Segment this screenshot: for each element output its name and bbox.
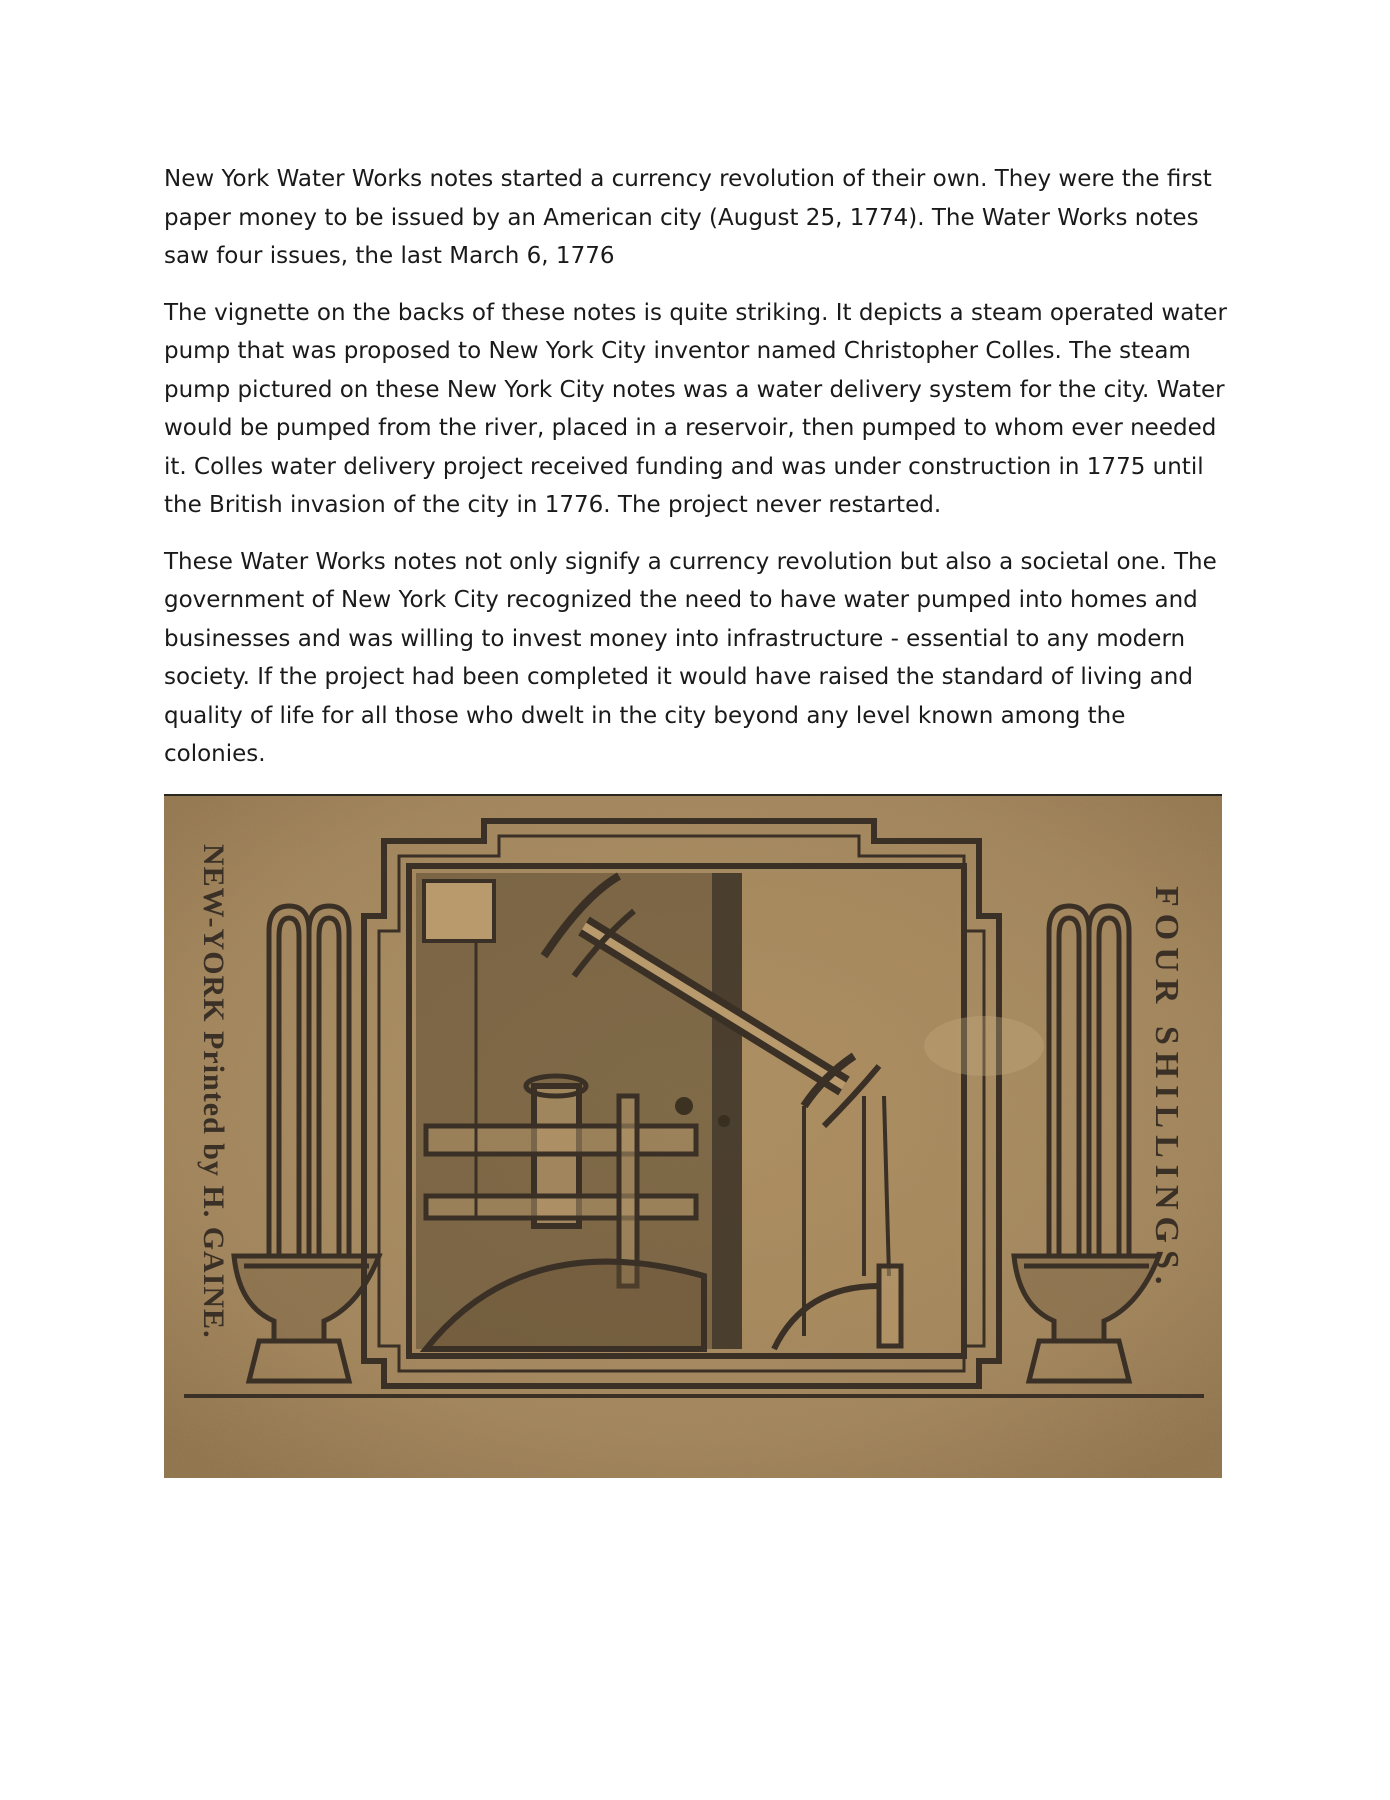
paragraph-2: The vignette on the backs of these notes is quite striking. It depicts a steam operated water pump that was proposed to New York City inventor named Christopher Colles. The steam pump pictured on these New York City notes was a water delivery system for the city. Water would be pumped from the river, placed in a reservoir, then pumped to whom ever needed it. Colles water delivery project received funding and was under construction in 1775 until the British invasion of the city in 1776. The project never restarted. <box>164 299 1227 518</box>
water-works-note-vignette <box>164 794 1222 1478</box>
printer-imprint: NEW-YORK Printed by H. GAINE. <box>197 844 230 1339</box>
denomination-text: FOUR SHILLINGS. <box>1148 886 1185 1292</box>
paragraph-3: These Water Works notes not only signify a currency revolution but also a societal one. The government of New York City recognized the need to have water pumped into homes and businesses and was willing to invest money into infrastructure - essential to any modern society. If the project had been completed it would have raised the standard of living and quality of life for all those who dwelt in the city beyond any level known among the colonies. <box>164 548 1217 767</box>
paragraph-1: New York Water Works notes started a currency revolution of their own. They were the first paper money to be issued by an American city (August 25, 1774). The Water Works notes saw four issues, the last March 6, 1776 <box>164 166 1212 269</box>
article-text <box>164 160 1234 792</box>
